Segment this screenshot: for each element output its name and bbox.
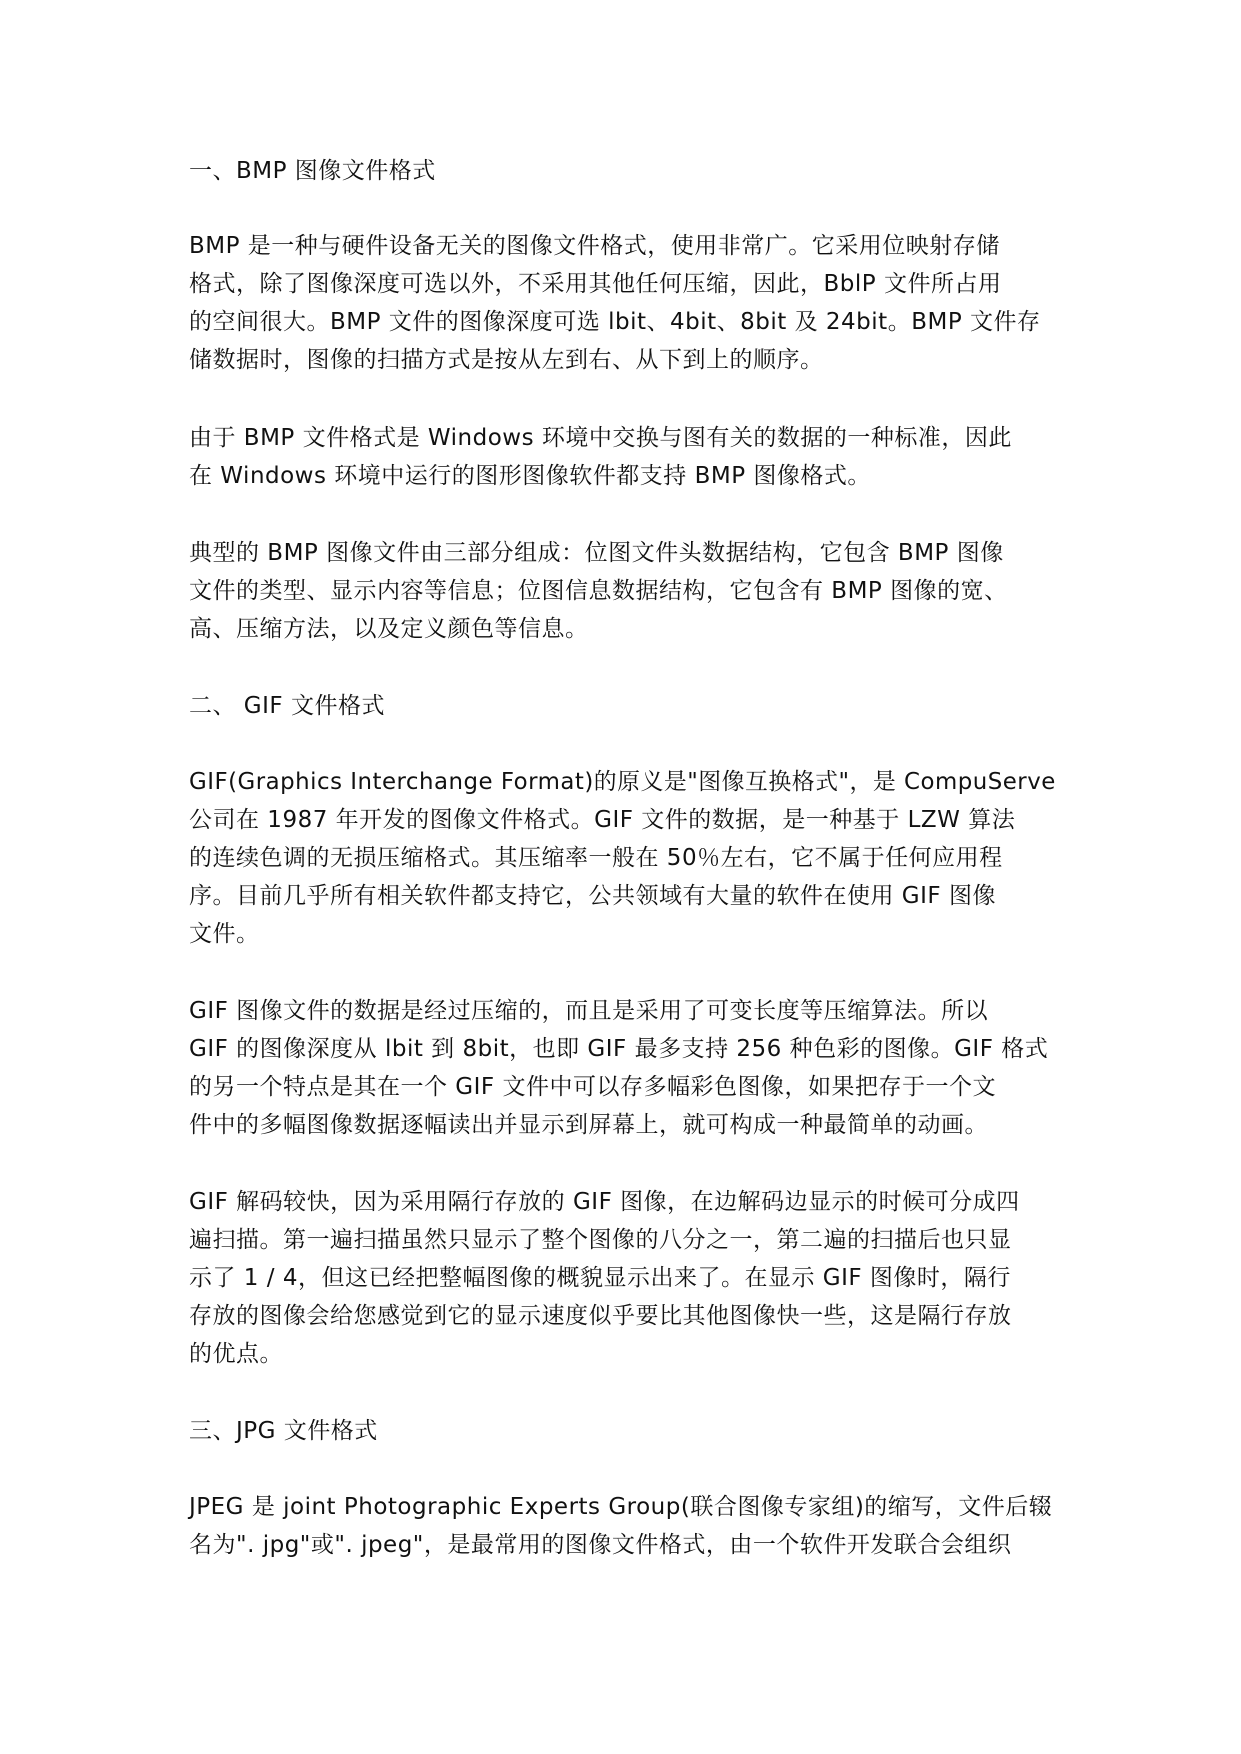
paragraph-line: 件中的多幅图像数据逐幅读出并显示到屏幕上，就可构成一种最简单的动画。 xyxy=(189,1112,988,1138)
paragraph-line: 公司在 1987 年开发的图像文件格式。GIF 文件的数据，是一种基于 LZW 算法 xyxy=(189,807,1016,833)
paragraph-line: 高、压缩方法，以及定义颜色等信息。 xyxy=(189,616,589,642)
paragraph-line: 名为". jpg"或". jpeg"，是最常用的图像文件格式，由一个软件开发联合会组织 xyxy=(189,1532,1012,1558)
paragraph-line: 由于 BMP 文件格式是 Windows 环境中交换与图有关的数据的一种标准，因此 xyxy=(189,425,1012,451)
paragraph-line: 的空间很大。BMP 文件的图像深度可选 lbit、4bit、8bit 及 24bit。BMP 文件存 xyxy=(189,309,1041,335)
paragraph-line: 典型的 BMP 图像文件由三部分组成：位图文件头数据结构，它包含 BMP 图像 xyxy=(189,540,1004,566)
paragraph-line: BMP 是一种与硬件设备无关的图像文件格式，使用非常广。它采用位映射存储 xyxy=(189,233,1000,259)
section-heading-bmp: 一、BMP 图像文件格式 xyxy=(189,158,436,184)
paragraph-line: 在 Windows 环境中运行的图形图像软件都支持 BMP 图像格式。 xyxy=(189,463,871,489)
paragraph-line: GIF 的图像深度从 lbit 到 8bit，也即 GIF 最多支持 256 种色彩的图像。GIF 格式 xyxy=(189,1036,1049,1062)
paragraph-line: GIF(Graphics Interchange Format)的原义是"图像互换格式"，是 CompuServe xyxy=(189,769,1056,795)
paragraph-line: 的连续色调的无损压缩格式。其压缩率一般在 50％左右，它不属于任何应用程 xyxy=(189,845,1003,871)
paragraph-line: 序。目前几乎所有相关软件都支持它，公共领域有大量的软件在使用 GIF 图像 xyxy=(189,883,996,909)
section-heading-jpg: 三、JPG 文件格式 xyxy=(189,1418,378,1444)
paragraph-line: JPEG 是 joint Photographic Experts Group(联合图像专家组)的缩写，文件后辍 xyxy=(189,1494,1053,1520)
section-heading-gif: 二、 GIF 文件格式 xyxy=(189,693,385,719)
paragraph-line: 的另一个特点是其在一个 GIF 文件中可以存多幅彩色图像，如果把存于一个文 xyxy=(189,1074,996,1100)
paragraph-line: 示了 1 / 4，但这已经把整幅图像的概貌显示出来了。在显示 GIF 图像时，隔行 xyxy=(189,1265,1011,1291)
paragraph-line: 格式，除了图像深度可选以外，不采用其他任何压缩，因此，BblP 文件所占用 xyxy=(189,271,1002,297)
paragraph-line: 的优点。 xyxy=(189,1341,283,1367)
paragraph-line: 文件。 xyxy=(189,921,260,947)
paragraph-line: 文件的类型、显示内容等信息；位图信息数据结构，它包含有 BMP 图像的宽、 xyxy=(189,578,1008,604)
paragraph-line: 储数据时，图像的扫描方式是按从左到右、从下到上的顺序。 xyxy=(189,347,824,373)
paragraph-line: GIF 图像文件的数据是经过压缩的，而且是采用了可变长度等压缩算法。所以 xyxy=(189,998,989,1024)
paragraph-line: 遍扫描。第一遍扫描虽然只显示了整个图像的八分之一，第二遍的扫描后也只显 xyxy=(189,1227,1012,1253)
paragraph-line: GIF 解码较快，因为采用隔行存放的 GIF 图像，在边解码边显示的时候可分成四 xyxy=(189,1189,1020,1215)
paragraph-line: 存放的图像会给您感觉到它的显示速度似乎要比其他图像快一些，这是隔行存放 xyxy=(189,1303,1012,1329)
